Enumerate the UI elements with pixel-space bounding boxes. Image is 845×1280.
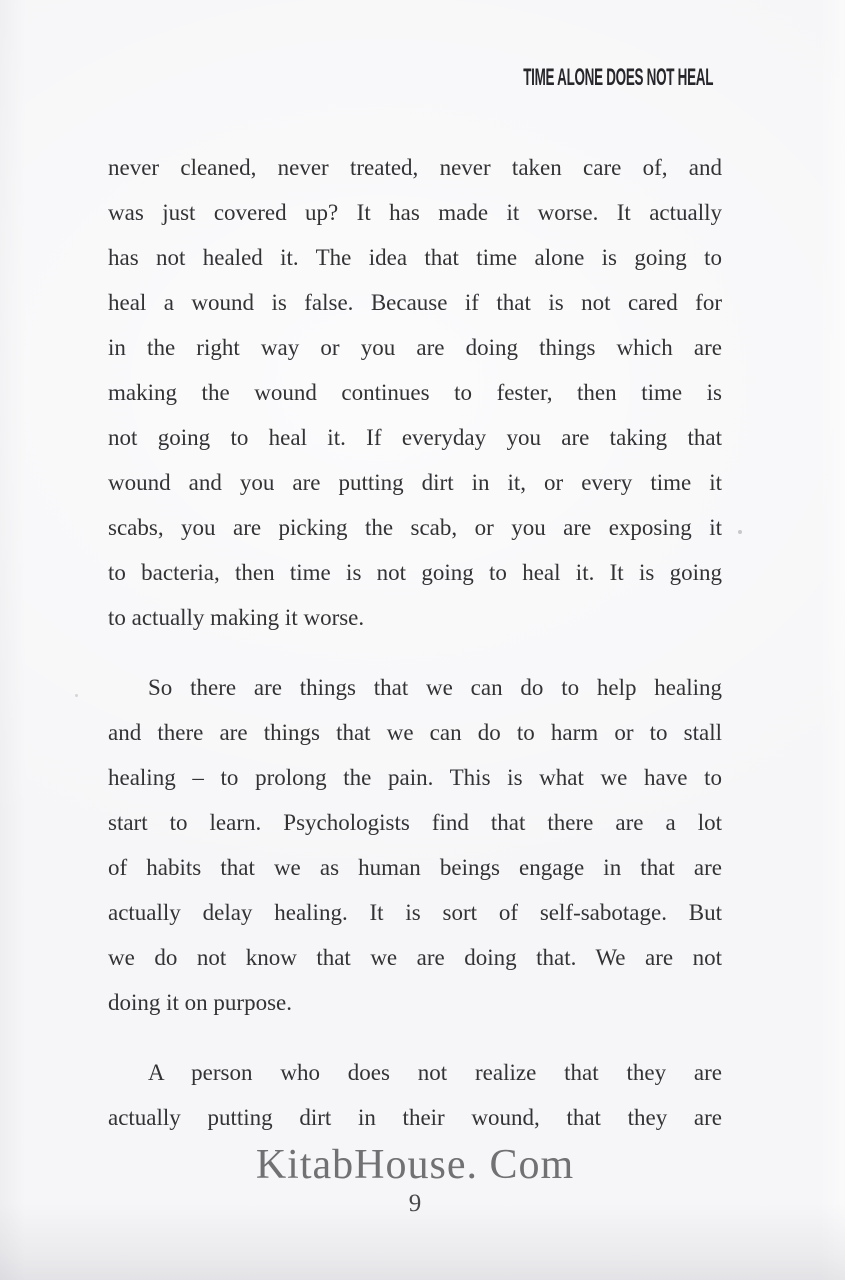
body-line: never cleaned, never treated, never taken care of, and (108, 155, 722, 180)
body-line: to bacteria, then time is not going to heal it. It is going (108, 560, 722, 585)
body-line: actually delay healing. It is sort of self-sabotage. But (108, 900, 722, 925)
watermark: KitabHouse. Com (255, 1142, 575, 1188)
body-line: heal a wound is false. Because if that is not cared for (108, 290, 722, 315)
body-line: start to learn. Psychologists find that there are a lot (108, 810, 722, 835)
body-line: of habits that we as human beings engage in that are (108, 855, 722, 880)
paragraph-1 (108, 145, 722, 640)
body-text (108, 145, 722, 1140)
body-line: was just covered up? It has made it worse. It actually (108, 200, 722, 225)
body-line: A person who does not realize that they are (148, 1060, 722, 1085)
paragraph-3 (108, 1050, 722, 1140)
body-line: not going to heal it. If everyday you are taking that (108, 425, 722, 450)
body-line: wound and you are putting dirt in it, or every time it (108, 470, 722, 495)
body-line: actually putting dirt in their wound, that they are (108, 1105, 722, 1130)
body-line: So there are things that we can do to help healing (148, 675, 722, 700)
scan-artifact (738, 530, 742, 534)
body-line: in the right way or you are doing things which are (108, 335, 722, 360)
scan-artifact (75, 694, 78, 697)
body-line: has not healed it. The idea that time alone is going to (108, 245, 722, 270)
body-line: doing it on purpose. (108, 990, 292, 1015)
paragraph-2 (108, 665, 722, 1025)
body-line: and there are things that we can do to harm or to stall (108, 720, 722, 745)
page-number: 9 (408, 1190, 422, 1217)
running-header: TIME ALONE DOES NOT HEAL (523, 64, 713, 91)
body-line: making the wound continues to fester, then time is (108, 380, 722, 405)
body-line: healing – to prolong the pain. This is what we have to (108, 765, 722, 790)
body-line: to actually making it worse. (108, 605, 365, 630)
body-line: scabs, you are picking the scab, or you are exposing it (108, 515, 722, 540)
body-line: we do not know that we are doing that. We are not (108, 945, 722, 970)
